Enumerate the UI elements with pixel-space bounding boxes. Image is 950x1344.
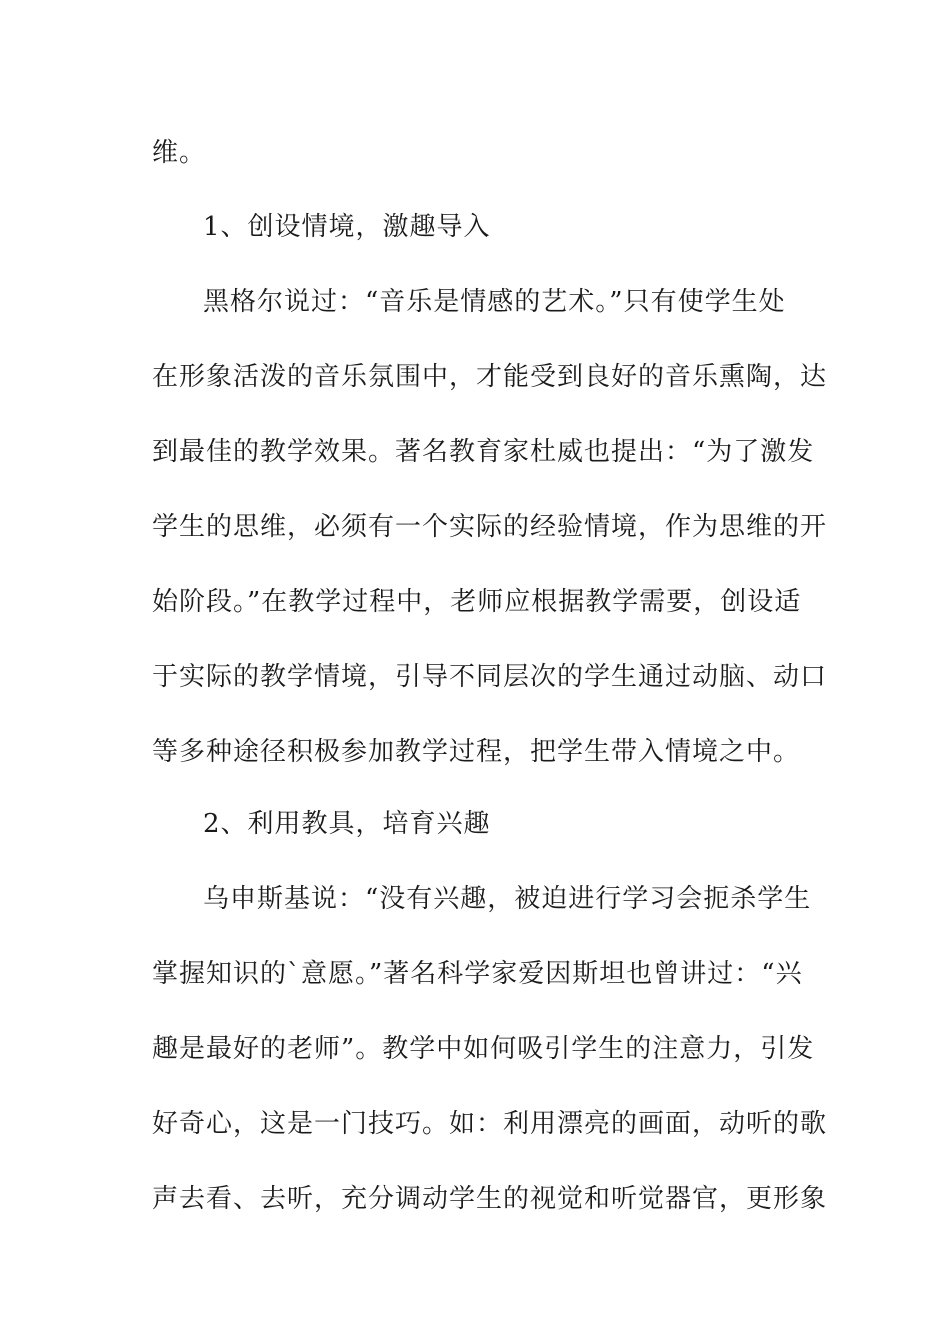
text-line: 维。 (152, 138, 207, 168)
paragraph-line: 黑格尔说过：“音乐是情感的艺术。”只有使学生处 (203, 287, 786, 317)
section-heading: 1、创设情境，激趣导入 (203, 212, 491, 242)
paragraph-line: 学生的思维，必须有一个实际的经验情境，作为思维的开 (152, 512, 828, 542)
paragraph-line: 在形象活泼的音乐氛围中，才能受到良好的音乐熏陶，达 (152, 362, 828, 392)
paragraph-line: 到最佳的教学效果。著名教育家杜威也提出：“为了激发 (152, 437, 815, 467)
paragraph-line: 于实际的教学情境，引导不同层次的学生通过动脑、动口 (152, 662, 828, 692)
section-heading: 2、利用教具，培育兴趣 (203, 809, 491, 839)
paragraph-line: 好奇心，这是一门技巧。如：利用漂亮的画面，动听的歌 (152, 1109, 828, 1139)
paragraph-line: 掌握知识的`意愿。”著名科学家爱因斯坦也曾讲过：“兴 (152, 959, 803, 989)
paragraph-line: 趣是最好的老师”。教学中如何吸引学生的注意力，引发 (152, 1034, 815, 1064)
paragraph-line: 等多种途径积极参加教学过程，把学生带入情境之中。 (152, 737, 801, 767)
paragraph-line: 始阶段。”在教学过程中，老师应根据教学需要，创设适 (152, 587, 802, 617)
paragraph-line: 乌申斯基说：“没有兴趣，被迫进行学习会扼杀学生 (203, 884, 812, 914)
paragraph-line: 声去看、去听，充分调动学生的视觉和听觉器官，更形象 (152, 1184, 828, 1214)
